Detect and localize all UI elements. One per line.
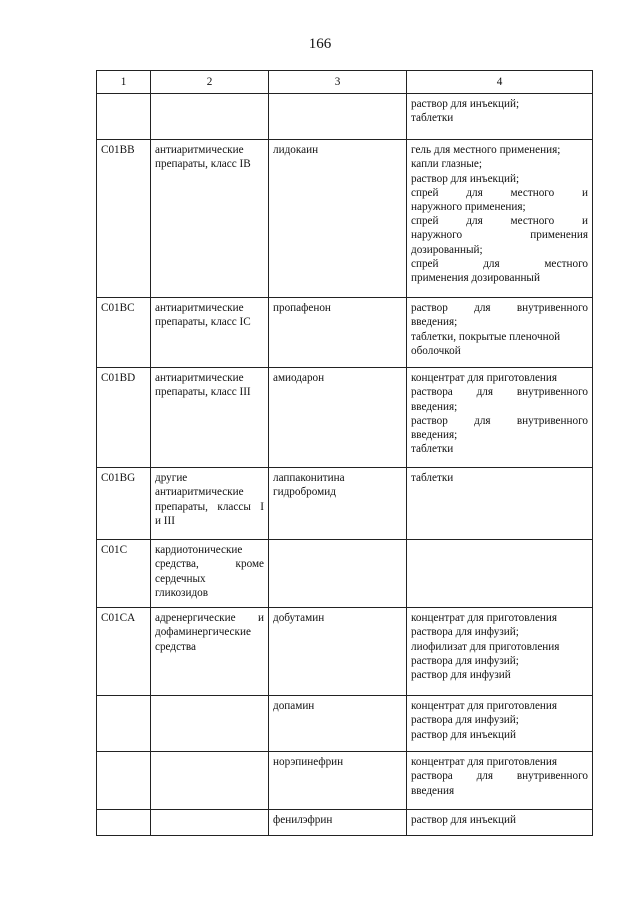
- dosage-forms-line: дозированный;: [411, 243, 483, 256]
- table-header-row: [97, 71, 593, 94]
- column-header: 2: [151, 71, 269, 94]
- drug-name-cell: [269, 810, 407, 836]
- dosage-forms-line: концентрат для приготовления: [411, 372, 558, 385]
- drug-name-line: амиодарон: [273, 372, 325, 385]
- dosage-forms-line: оболочкой: [411, 344, 461, 357]
- group-name-cell: [151, 468, 269, 540]
- dosage-forms-cell: [407, 368, 593, 468]
- dosage-forms-cell: [407, 468, 593, 540]
- drug-name-line: норэпинефрин: [273, 756, 344, 769]
- table-row: [97, 94, 593, 140]
- dosage-forms-line: раствор для инъекций: [411, 814, 516, 827]
- dosage-forms-line: раствора для внутривенного: [411, 770, 588, 783]
- dosage-forms-line: наружного применения;: [411, 201, 526, 214]
- dosage-forms-line: лиофилизат для приготовления: [411, 640, 560, 653]
- drug-name-cell: [269, 94, 407, 140]
- dosage-forms-line: концентрат для приготовления: [411, 700, 558, 713]
- table-row: [97, 752, 593, 810]
- group-name-line: адренергические и: [155, 612, 264, 625]
- dosage-forms-line: раствора для инфузий;: [411, 626, 519, 639]
- table-row: [97, 540, 593, 608]
- table-row: [97, 696, 593, 752]
- atc-code-cell: [97, 810, 151, 836]
- table-row: [97, 368, 593, 468]
- drug-name-cell: [269, 140, 407, 298]
- drug-name-cell: [269, 752, 407, 810]
- dosage-forms-cell: [407, 94, 593, 140]
- page-number: 166: [308, 36, 332, 52]
- group-name-line: антиаритмические: [155, 486, 244, 499]
- dosage-forms-line: спрей для местного: [411, 257, 588, 270]
- dosage-forms-line: введения: [411, 784, 455, 797]
- dosage-forms-cell: [407, 298, 593, 368]
- drug-name-line: пропафенон: [273, 302, 331, 315]
- dosage-forms-cell: [407, 140, 593, 298]
- group-name-line: кардиотонические: [155, 544, 243, 557]
- dosage-forms-line: концентрат для приготовления: [411, 612, 558, 625]
- dosage-forms-line: раствора для инфузий;: [411, 714, 519, 727]
- atc-code-cell: [97, 696, 151, 752]
- drug-name-cell: [269, 696, 407, 752]
- dosage-forms-line: концентрат для приготовления: [411, 756, 558, 769]
- dosage-forms-line: введения;: [411, 316, 458, 329]
- dosage-forms-line: капли глазные;: [411, 158, 483, 171]
- group-name-line: дофаминергические: [155, 626, 251, 639]
- group-name-cell: [151, 368, 269, 468]
- dosage-forms-line: раствор для инъекций: [411, 728, 516, 741]
- group-name-line: другие: [155, 472, 188, 485]
- dosage-forms-cell: [407, 608, 593, 696]
- dosage-forms-cell: [407, 696, 593, 752]
- dosage-forms-line: раствора для внутривенного: [411, 386, 588, 399]
- drug-name-cell: [269, 368, 407, 468]
- dosage-forms-line: раствор для инфузий: [411, 669, 511, 682]
- drug-name-cell: [269, 540, 407, 608]
- atc-code-cell: C01BB: [97, 140, 151, 298]
- table-row: [97, 810, 593, 836]
- table-body: [97, 94, 593, 836]
- group-name-line: препараты, класс IB: [155, 158, 251, 171]
- drug-name-line: добутамин: [273, 612, 325, 625]
- group-name-cell: [151, 696, 269, 752]
- drug-name-cell: [269, 298, 407, 368]
- atc-code-cell: [97, 752, 151, 810]
- dosage-forms-line: раствор для инъекций;: [411, 172, 520, 185]
- dosage-forms-line: введения;: [411, 400, 458, 413]
- dosage-forms-line: раствора для инфузий;: [411, 654, 519, 667]
- group-name-cell: [151, 608, 269, 696]
- dosage-forms-cell: [407, 810, 593, 836]
- drug-name-line: гидробромид: [273, 486, 336, 499]
- table-row: [97, 468, 593, 540]
- drug-name-cell: [269, 608, 407, 696]
- group-name-line: гликозидов: [155, 586, 209, 599]
- group-name-line: препараты, класс III: [155, 386, 251, 399]
- atc-code-cell: C01CA: [97, 608, 151, 696]
- group-name-line: антиаритмические: [155, 372, 244, 385]
- group-name-cell: [151, 810, 269, 836]
- dosage-forms-line: таблетки: [411, 443, 454, 456]
- atc-code-cell: C01BG: [97, 468, 151, 540]
- group-name-line: средства: [155, 640, 197, 653]
- drug-name-cell: [269, 468, 407, 540]
- group-name-line: препараты, класс IC: [155, 316, 251, 329]
- atc-code-cell: C01C: [97, 540, 151, 608]
- group-name-line: сердечных: [155, 572, 206, 585]
- drug-name-line: лаппаконитина: [273, 472, 345, 485]
- dosage-forms-line: спрей для местного и: [411, 215, 588, 228]
- atc-code-cell: C01BC: [97, 298, 151, 368]
- group-name-cell: [151, 752, 269, 810]
- drug-name-line: допамин: [273, 700, 315, 713]
- dosage-forms-line: таблетки, покрытые пленочной: [411, 330, 561, 343]
- dosage-forms-line: введения;: [411, 429, 458, 442]
- dosage-forms-line: гель для местного применения;: [411, 144, 561, 157]
- group-name-line: средства, кроме: [155, 558, 264, 571]
- dosage-forms-line: спрей для местного и: [411, 186, 588, 199]
- group-name-cell: [151, 140, 269, 298]
- group-name-line: антиаритмические: [155, 144, 244, 157]
- group-name-cell: [151, 540, 269, 608]
- dosage-forms-cell: [407, 540, 593, 608]
- atc-code-cell: [97, 94, 151, 140]
- drug-name-line: фенилэфрин: [273, 814, 333, 827]
- group-name-cell: [151, 298, 269, 368]
- table-row: [97, 140, 593, 298]
- column-header: 3: [269, 71, 407, 94]
- group-name-line: и III: [155, 514, 175, 527]
- drug-name-line: лидокаин: [273, 144, 319, 157]
- dosage-forms-line: наружного применения: [411, 229, 588, 242]
- dosage-forms-line: таблетки: [411, 112, 454, 125]
- dosage-forms-line: применения дозированный: [411, 272, 540, 285]
- dosage-forms-line: раствор для инъекций;: [411, 98, 520, 111]
- dosage-forms-line: раствор для внутривенного: [411, 414, 588, 427]
- group-name-line: антиаритмические: [155, 302, 244, 315]
- column-header: 1: [97, 71, 151, 94]
- table-row: [97, 298, 593, 368]
- table-row: [97, 608, 593, 696]
- dosage-forms-cell: [407, 752, 593, 810]
- dosage-forms-line: раствор для внутривенного: [411, 302, 588, 315]
- atc-code-cell: C01BD: [97, 368, 151, 468]
- group-name-cell: [151, 94, 269, 140]
- dosage-forms-line: таблетки: [411, 472, 454, 485]
- drug-table: [96, 70, 593, 836]
- group-name-line: препараты, классы I: [155, 500, 264, 513]
- column-header: 4: [407, 71, 593, 94]
